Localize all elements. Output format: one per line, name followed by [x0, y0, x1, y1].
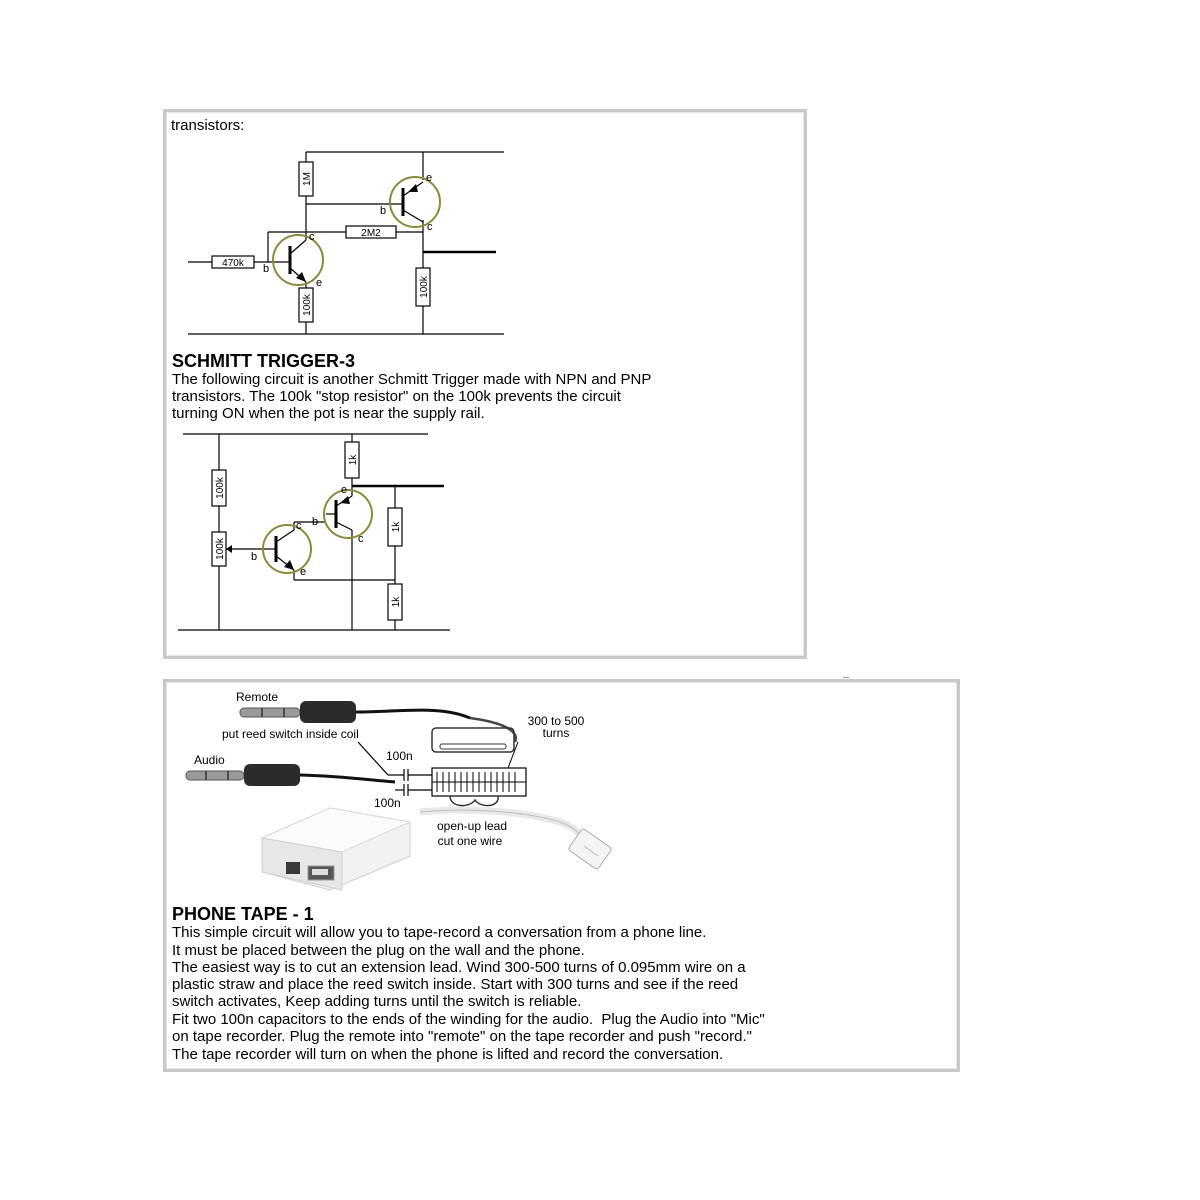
c2-q2-base: b [312, 516, 319, 528]
remote-jack-icon [240, 701, 470, 723]
remote-label: Remote [236, 690, 279, 704]
c1-r-feedback-label: 2M2 [361, 228, 381, 239]
reed-note-label: put reed switch inside coil [222, 727, 359, 741]
c2-q2-collector: c [358, 533, 364, 545]
c2-r-top-right-label: 1k [348, 454, 359, 466]
c1-r-top-label: 1M [302, 172, 313, 186]
c1-q1-base: b [263, 263, 270, 275]
c2-r-pot-label: 100k [215, 538, 226, 560]
cap-bottom-label: 100n [374, 796, 401, 810]
c1-q2-collector: c [427, 221, 433, 233]
c2-r-bottom-right-label: 1k [391, 596, 402, 608]
phone-tape-heading: PHONE TAPE - 1 [172, 904, 314, 924]
c1-q1-emitter: e [316, 277, 323, 289]
phone-splitter-icon [262, 808, 410, 890]
phone-tape-line-7: on tape recorder. Plug the remote into "remote" on the tape recorder and push "record." [172, 1028, 752, 1045]
phone-tape-line-2: It must be placed between the plug on the wall and the phone. [172, 942, 585, 959]
intro-fragment: transistors: [171, 117, 245, 134]
c1-r-collector-label: 100k [419, 276, 430, 298]
schmitt-body-line-1: The following circuit is another Schmitt Trigger made with NPN and PNP [172, 371, 652, 388]
c2-q2-emitter: e [341, 484, 348, 496]
c1-r-input-label: 470k [222, 258, 244, 269]
c1-q2-emitter: e [426, 172, 433, 184]
turns-label-2: turns [542, 726, 570, 740]
schmitt-body-line-2: transistors. The 100k "stop resistor" on the 100k prevents the circuit [172, 388, 621, 405]
phone-tape-line-6: Fit two 100n capacitors to the ends of the winding for the audio. Plug the Audio into "Mic" [172, 1011, 765, 1028]
phone-tape-line-4: plastic straw and place the reed switch inside. Start with 300 turns and see if the reed [172, 976, 739, 993]
audio-jack-icon [186, 764, 395, 786]
phone-tape-line-5: switch activates, Keep adding turns until the switch is reliable. [172, 993, 582, 1010]
c2-r-top-left-label: 100k [215, 477, 226, 499]
schmitt-heading: SCHMITT TRIGGER-3 [172, 351, 355, 371]
lead-label-2: cut one wire [437, 834, 503, 848]
c1-q1-collector: c [309, 231, 315, 243]
rj11-plug-icon [568, 828, 612, 870]
c2-q1-emitter: e [300, 566, 307, 578]
c1-r-emitter-label: 100k [302, 294, 313, 316]
phone-tape-line-8: The tape recorder will turn on when the phone is lifted and record the conversation. [172, 1046, 724, 1063]
c2-q1-base: b [251, 551, 258, 563]
lead-label-1: open-up lead [436, 819, 508, 833]
c2-r-mid-right-label: 1k [391, 521, 402, 533]
c1-q2-base: b [380, 205, 387, 217]
cap-top-label: 100n [386, 749, 413, 763]
turns-label-1: 300 to 500 [527, 714, 585, 728]
schmitt-body-line-3: turning ON when the pot is near the supply rail. [172, 405, 485, 422]
phone-tape-line-1: This simple circuit will allow you to tape-record a conversation from a phone line. [172, 924, 707, 941]
phone-tape-line-3: The easiest way is to cut an extension lead. Wind 300-500 turns of 0.095mm wire on a [172, 959, 746, 976]
audio-label: Audio [194, 753, 225, 767]
c2-q1-collector: c [296, 520, 302, 532]
